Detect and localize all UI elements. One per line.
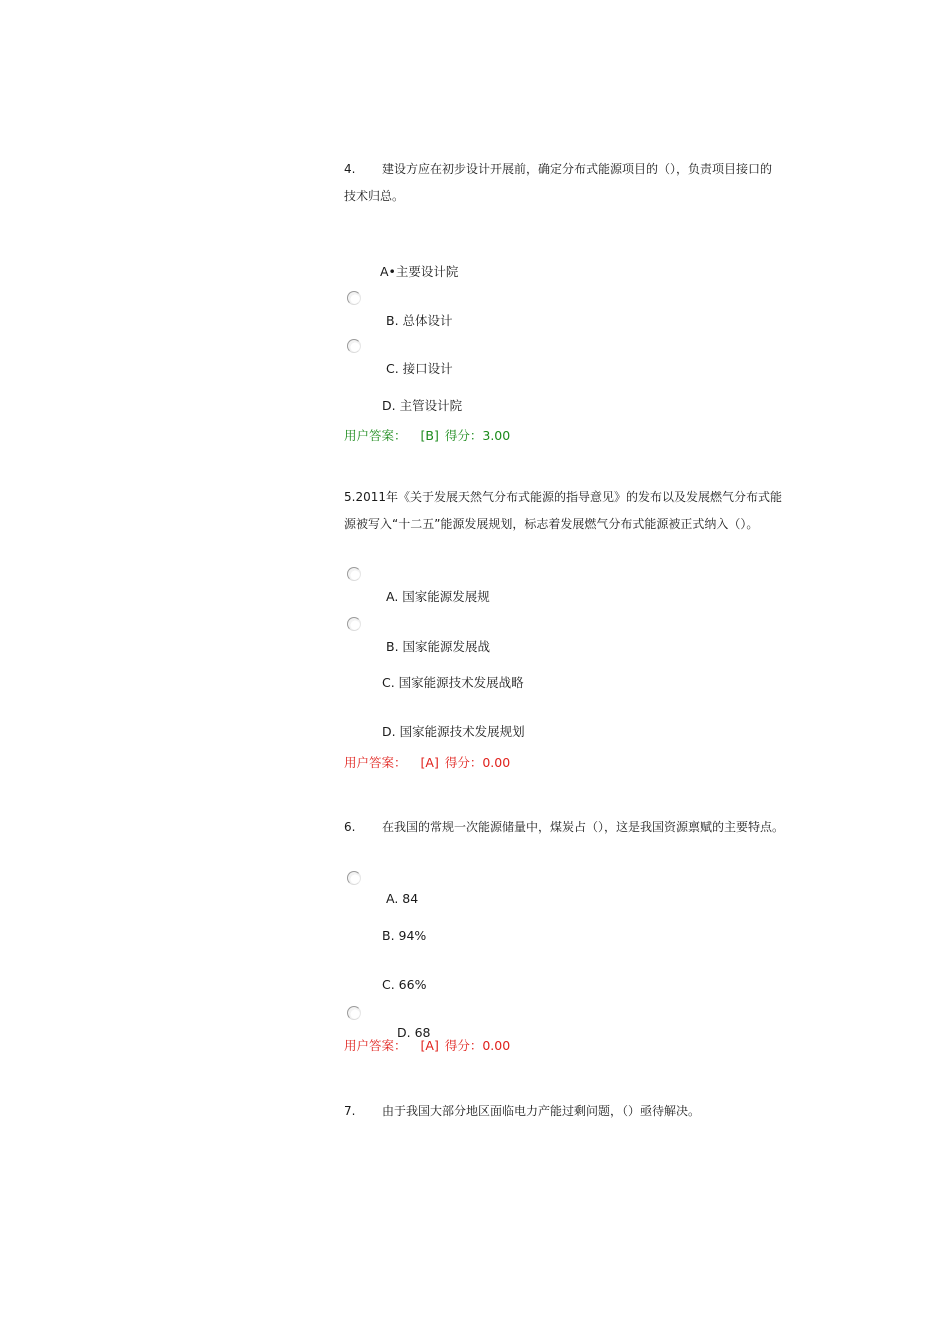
answer-value: [A] bbox=[420, 755, 439, 770]
user-answer bbox=[344, 753, 510, 771]
question-5-line-1 bbox=[344, 484, 782, 511]
radio-button-icon[interactable] bbox=[347, 871, 361, 885]
radio-button-icon[interactable] bbox=[347, 339, 361, 353]
question-6-line-1 bbox=[344, 814, 784, 841]
option-b[interactable]: B. 94% bbox=[382, 928, 427, 943]
question-number: 5.2011 bbox=[344, 490, 386, 504]
question-number: 6. bbox=[344, 820, 356, 834]
score-label: 得分： bbox=[444, 755, 483, 770]
question-7-line-1 bbox=[344, 1098, 700, 1125]
user-answer bbox=[344, 426, 510, 444]
option-c[interactable]: C. 国家能源技术发展战略 bbox=[382, 675, 524, 690]
answer-value: [B] bbox=[420, 428, 439, 443]
option-d[interactable]: D. 68 bbox=[397, 1025, 431, 1040]
option-c[interactable]: C. 66% bbox=[382, 977, 427, 992]
score-label: 得分： bbox=[444, 428, 483, 443]
score-value: 0.00 bbox=[482, 755, 511, 770]
option-b[interactable]: B. 国家能源发展战 bbox=[386, 639, 491, 654]
option-d[interactable]: D. 主管设计院 bbox=[382, 398, 463, 413]
question-4-line-1 bbox=[344, 156, 772, 183]
radio-button-icon[interactable] bbox=[347, 617, 361, 631]
question-number: 7. bbox=[344, 1104, 356, 1118]
option-c[interactable]: C. 接口设计 bbox=[386, 361, 453, 376]
answer-label: 用户答案： bbox=[344, 428, 407, 443]
question-stem: 年《关于发展天然气分布式能源的指导意见》的发布以及发展燃气分布式能 bbox=[386, 490, 783, 504]
answer-label: 用户答案： bbox=[344, 755, 407, 770]
option-a[interactable]: A•主要设计院 bbox=[380, 264, 459, 279]
answer-label: 用户答案： bbox=[344, 1038, 407, 1053]
question-stem: 建设方应在初步设计开展前，确定分布式能源项目的（），负责项目接口的 bbox=[382, 162, 773, 176]
radio-button-icon[interactable] bbox=[347, 567, 361, 581]
radio-button-icon[interactable] bbox=[347, 291, 361, 305]
score-value: 0.00 bbox=[482, 1038, 511, 1053]
user-answer bbox=[344, 1036, 510, 1054]
question-5-line-2: 源被写入“十二五”能源发展规划，标志着发展燃气分布式能源被正式纳入（）。 bbox=[344, 517, 759, 531]
option-d[interactable]: D. 国家能源技术发展规划 bbox=[382, 724, 525, 739]
option-b[interactable]: B. 总体设计 bbox=[386, 313, 453, 328]
answer-value: [A] bbox=[420, 1038, 439, 1053]
radio-button-icon[interactable] bbox=[347, 1006, 361, 1020]
score-value: 3.00 bbox=[482, 428, 511, 443]
question-stem: 由于我国大部分地区面临电力产能过剩问题，（）亟待解决。 bbox=[382, 1104, 701, 1118]
option-a[interactable]: A. 国家能源发展规 bbox=[386, 589, 490, 604]
score-label: 得分： bbox=[444, 1038, 483, 1053]
question-stem: 在我国的常规一次能源储量中，煤炭占（），这是我国资源禀赋的主要特点。 bbox=[382, 820, 785, 834]
question-4-line-2: 技术归总。 bbox=[344, 189, 405, 203]
question-number: 4. bbox=[344, 162, 356, 176]
option-a[interactable]: A. 84 bbox=[386, 891, 419, 906]
